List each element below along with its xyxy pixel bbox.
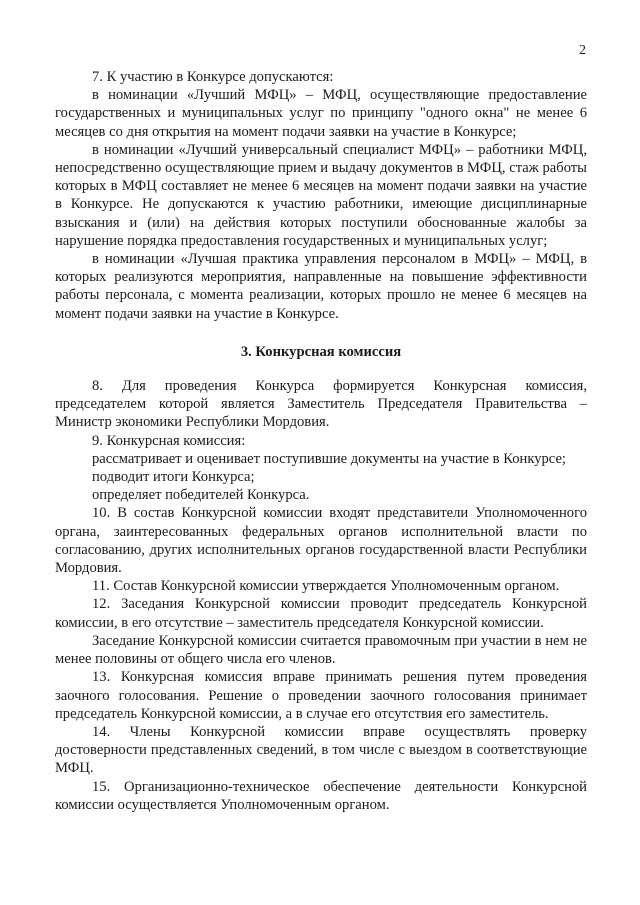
paragraph-9-winners: определяет победителей Конкурса. — [92, 487, 310, 504]
paragraph-10: 10. В состав Конкурсной комиссии входят представители Уполномоченного органа, заинтересованных федеральных органов исполнительной власти по согласованию, других исполнительных органов государственной власти Республики Мордовия. — [55, 505, 587, 577]
paragraph-14: 14. Члены Конкурсной комиссии вправе осуществлять проверку достоверности представленных сведений, в том числе с выездом в соответствующие МФЦ. — [55, 723, 587, 777]
paragraph-7-best-specialist: в номинации «Лучший универсальный специалист МФЦ» – работники МФЦ, непосредственно осуществляющие прием и выдачу документов в МФЦ, стаж работы которых в МФЦ составляет не менее 6 месяцев на момент подачи заявки на участие в Конкурсе. Не допускаются к участию работники, имеющие дисциплинарные взыскания и (или) на действия которых поступили обоснованные жалобы за нарушение порядка предоставления государственных и муниципальных услуг; — [55, 141, 587, 249]
paragraph-8: 8. Для проведения Конкурса формируется Конкурсная комиссия, председателем которой является Заместитель Председателя Правительства – Министр экономики Республики Мордовия. — [55, 378, 587, 431]
paragraph-9-results: подводит итоги Конкурса; — [92, 469, 255, 486]
paragraph-13: 13. Конкурсная комиссия вправе принимать решения путем проведения заочного голосования. Решение о проведении заочного голосования принимает председатель Конкурсной комиссии, а в случае его отсутствия его заместитель. — [55, 669, 587, 722]
paragraph-9: 9. Конкурсная комиссия: — [92, 432, 246, 449]
page-number: 2 — [579, 43, 586, 58]
section-heading: 3. Конкурсная комиссия — [240, 343, 402, 360]
paragraph-12: 12. Заседания Конкурсной комиссии проводит председатель Конкурсной комиссии, в его отсутствие – заместитель председателя Конкурсной комиссии. — [55, 596, 587, 631]
paragraph-7: 7. К участию в Конкурсе допускаются: — [92, 69, 334, 85]
paragraph-7-best-mfc: в номинации «Лучший МФЦ» – МФЦ, осуществляющие предоставление государственных и муниципальных услуг по принципу "одного окна" не менее 6 месяцев со дня открытия на момент подачи заявки на участие в Конкурсе; — [55, 87, 587, 140]
document-body — [55, 68, 587, 814]
paragraph-11: 11. Состав Конкурсной комиссии утверждается Уполномоченным органом. — [92, 578, 560, 595]
paragraph-12-quorum: Заседание Конкурсной комиссии считается правомочным при участии в нем не менее половины от общего числа его членов. — [55, 632, 587, 668]
paragraph-7-best-practice: в номинации «Лучшая практика управления персоналом в МФЦ» – МФЦ, в которых реализуются мероприятия, направленные на повышение эффективности работы персонала, с момента реализации, которых прошло не менее 6 месяцев на момент подачи заявки на участие в Конкурсе. — [55, 251, 587, 322]
paragraph-15: 15. Организационно-техническое обеспечение деятельности Конкурсной комиссии осуществляется Уполномоченным органом. — [55, 778, 587, 813]
paragraph-9-reviews: рассматривает и оценивает поступившие документы на участие в Конкурсе; — [92, 450, 566, 467]
